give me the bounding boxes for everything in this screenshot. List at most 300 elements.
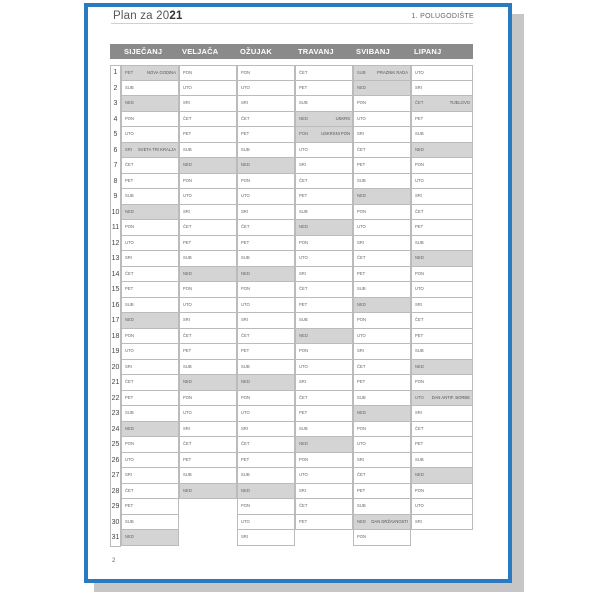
weekday-label: PET: [241, 239, 250, 245]
day-cell[interactable]: [180, 282, 236, 298]
weekday-label: PET: [415, 224, 424, 229]
day-cell[interactable]: [122, 158, 178, 174]
day-cell[interactable]: [122, 205, 178, 221]
weekday-label: SUB: [299, 208, 308, 214]
day-cell[interactable]: [180, 391, 236, 407]
day-cell[interactable]: [238, 453, 294, 469]
day-cell[interactable]: [296, 81, 352, 97]
weekday-label: UTO: [183, 84, 192, 90]
day-cell[interactable]: [296, 313, 352, 329]
weekday-label: UTO: [415, 503, 424, 508]
day-cell[interactable]: [354, 375, 410, 391]
day-cell[interactable]: [180, 437, 236, 453]
day-cell[interactable]: [180, 112, 236, 128]
day-cell[interactable]: [180, 468, 236, 484]
day-cell[interactable]: [296, 468, 352, 484]
weekday-label: ČET: [183, 332, 192, 338]
day-cell[interactable]: [122, 515, 178, 531]
weekday-label: PET: [299, 84, 308, 90]
weekday-label: UTO: [357, 441, 366, 446]
day-number: 8: [113, 177, 118, 185]
day-cell[interactable]: [122, 344, 178, 360]
day-cell[interactable]: [354, 65, 410, 81]
weekday-label: SUB: [183, 363, 192, 369]
day-cell[interactable]: [354, 205, 410, 221]
day-cell[interactable]: [296, 220, 352, 236]
day-number: 24: [111, 425, 120, 433]
day-cell[interactable]: [412, 468, 472, 484]
day-cell[interactable]: [354, 158, 410, 174]
day-cell[interactable]: [296, 453, 352, 469]
day-cell[interactable]: [180, 484, 236, 500]
day-cell[interactable]: [180, 329, 236, 345]
weekday-label: UTO: [357, 115, 366, 121]
weekday-label: ČET: [415, 425, 424, 431]
day-cell[interactable]: [238, 189, 294, 205]
day-cell[interactable]: [122, 143, 178, 159]
day-cell[interactable]: [354, 236, 410, 252]
day-cell[interactable]: [354, 422, 410, 438]
weekday-label: PET: [415, 441, 424, 446]
day-cell[interactable]: [412, 406, 472, 422]
weekday-label: PET: [125, 70, 134, 75]
weekday-label: PON: [125, 115, 135, 121]
day-cell[interactable]: [238, 112, 294, 128]
day-cell[interactable]: [180, 220, 236, 236]
day-cell[interactable]: [296, 96, 352, 112]
day-cell[interactable]: [354, 391, 410, 407]
day-cell[interactable]: [122, 484, 178, 500]
day-cell[interactable]: [238, 158, 294, 174]
weekday-label: SUB: [241, 146, 250, 152]
day-cell[interactable]: [354, 468, 410, 484]
day-cell[interactable]: [180, 267, 236, 283]
weekday-label: ČET: [241, 224, 250, 229]
day-cell[interactable]: [122, 112, 178, 128]
day-cell[interactable]: [122, 267, 178, 283]
day-cell[interactable]: [238, 499, 294, 515]
day-cell[interactable]: [180, 298, 236, 314]
day-cell[interactable]: [412, 422, 472, 438]
day-cell[interactable]: [296, 174, 352, 190]
weekday-label: PON: [415, 487, 425, 493]
day-cell[interactable]: [122, 422, 178, 438]
weekday-label: NED: [125, 100, 134, 105]
day-cell[interactable]: [412, 174, 472, 190]
weekday-label: PET: [357, 487, 366, 493]
day-cell[interactable]: [296, 375, 352, 391]
day-cell[interactable]: [122, 282, 178, 298]
day-cell[interactable]: [238, 360, 294, 376]
day-cell[interactable]: [296, 65, 352, 81]
weekday-label: SRI: [357, 131, 364, 136]
weekday-label: PET: [241, 348, 250, 353]
day-number: 25: [111, 441, 120, 448]
weekday-label: PET: [183, 456, 192, 462]
day-cell[interactable]: [238, 96, 294, 112]
holiday-label: TIJELOVO: [449, 100, 470, 105]
day-cell[interactable]: [122, 499, 178, 515]
weekday-label: UTO: [125, 348, 134, 353]
day-number: 3: [113, 100, 118, 107]
weekday-label: SUB: [183, 472, 192, 477]
day-cell[interactable]: [180, 174, 236, 190]
day-cell[interactable]: [296, 499, 352, 515]
day-cell[interactable]: [354, 530, 410, 546]
day-cell[interactable]: [412, 282, 472, 298]
day-cell[interactable]: [122, 189, 178, 205]
weekday-label: ČET: [357, 255, 366, 260]
page-number: 2: [112, 558, 116, 564]
day-cell[interactable]: [122, 313, 178, 329]
day-number: 13: [111, 255, 120, 262]
month-name: OŽUJAK: [240, 47, 273, 56]
weekday-label: SRI: [241, 100, 248, 105]
day-cell[interactable]: [412, 81, 472, 97]
day-cell[interactable]: [180, 205, 236, 221]
weekday-label: PON: [357, 425, 367, 431]
weekday-label: UTO: [183, 410, 192, 415]
weekday-label: ČET: [299, 503, 308, 508]
day-cell[interactable]: [412, 220, 472, 236]
day-number: 21: [111, 379, 120, 386]
weekday-label: PET: [357, 379, 366, 384]
weekday-label: NED: [125, 425, 134, 431]
weekday-label: NED: [357, 301, 366, 307]
day-number: 6: [113, 146, 118, 154]
day-cell[interactable]: [296, 360, 352, 376]
day-cell[interactable]: [354, 298, 410, 314]
day-cell[interactable]: [296, 437, 352, 453]
day-cell[interactable]: [296, 158, 352, 174]
weekday-label: PET: [299, 301, 308, 307]
weekday-label: NED: [183, 487, 192, 493]
day-cell[interactable]: [412, 499, 472, 515]
weekday-label: SRI: [357, 348, 364, 353]
day-cell[interactable]: [412, 127, 472, 143]
weekday-label: ČET: [299, 286, 308, 291]
weekday-label: PET: [415, 332, 424, 338]
day-cell[interactable]: [296, 189, 352, 205]
day-cell[interactable]: [354, 267, 410, 283]
weekday-label: PET: [125, 503, 134, 508]
day-cell[interactable]: [122, 329, 178, 345]
day-cell[interactable]: [238, 406, 294, 422]
day-cell[interactable]: [354, 127, 410, 143]
weekday-label: SUB: [125, 301, 134, 307]
day-cell[interactable]: [354, 282, 410, 298]
day-cell[interactable]: [412, 515, 472, 531]
day-cell[interactable]: [122, 530, 178, 546]
day-cell[interactable]: [238, 282, 294, 298]
day-cell[interactable]: [412, 65, 472, 81]
day-cell[interactable]: [122, 391, 178, 407]
weekday-label: NED: [415, 146, 424, 152]
day-cell[interactable]: [296, 298, 352, 314]
weekday-label: SUB: [125, 518, 134, 524]
weekday-label: SUB: [415, 456, 424, 462]
weekday-label: PON: [415, 379, 425, 384]
day-cell[interactable]: [238, 81, 294, 97]
day-cell[interactable]: [412, 267, 472, 283]
weekday-label: SRI: [299, 162, 306, 167]
day-cell[interactable]: [122, 220, 178, 236]
day-cell[interactable]: [122, 406, 178, 422]
day-cell[interactable]: [412, 453, 472, 469]
day-cell[interactable]: [122, 127, 178, 143]
day-cell[interactable]: [354, 360, 410, 376]
day-cell[interactable]: [296, 484, 352, 500]
title-divider: [111, 23, 473, 24]
day-cell[interactable]: [412, 375, 472, 391]
weekday-label: ČET: [125, 162, 134, 167]
weekday-label: ČET: [183, 441, 192, 446]
day-cell[interactable]: [354, 499, 410, 515]
weekday-label: ČET: [299, 394, 308, 400]
day-cell[interactable]: [238, 437, 294, 453]
day-cell[interactable]: [296, 282, 352, 298]
day-cell[interactable]: [238, 127, 294, 143]
weekday-label: PON: [299, 239, 309, 245]
day-cell[interactable]: [180, 127, 236, 143]
weekday-label: PON: [241, 70, 251, 75]
month-column: [295, 65, 353, 530]
day-number: 11: [111, 224, 120, 231]
day-cell[interactable]: [354, 143, 410, 159]
weekday-label: SRI: [241, 534, 248, 539]
day-cell[interactable]: [296, 422, 352, 438]
day-cell[interactable]: [180, 251, 236, 267]
day-cell[interactable]: [412, 189, 472, 205]
day-cell[interactable]: [354, 313, 410, 329]
day-cell[interactable]: [296, 127, 352, 143]
day-number: 27: [111, 472, 120, 479]
weekday-label: PET: [183, 348, 192, 353]
day-cell[interactable]: [180, 143, 236, 159]
day-cell[interactable]: [354, 81, 410, 97]
day-cell[interactable]: [412, 391, 472, 407]
day-cell[interactable]: [238, 65, 294, 81]
day-cell[interactable]: [412, 236, 472, 252]
day-cell[interactable]: [238, 236, 294, 252]
day-cell[interactable]: [354, 96, 410, 112]
day-cell[interactable]: [122, 453, 178, 469]
day-cell[interactable]: [122, 236, 178, 252]
day-cell[interactable]: [238, 143, 294, 159]
day-cell[interactable]: [354, 251, 410, 267]
half-year-label: 1. POLUGODIŠTE: [411, 13, 474, 20]
day-cell[interactable]: [296, 406, 352, 422]
day-cell[interactable]: [122, 360, 178, 376]
day-cell[interactable]: [180, 360, 236, 376]
weekday-label: ČET: [299, 70, 308, 75]
weekday-label: PON: [299, 131, 309, 136]
day-cell[interactable]: [122, 65, 178, 81]
weekday-label: SRI: [125, 363, 132, 369]
day-cell[interactable]: [238, 391, 294, 407]
day-number: 23: [111, 410, 120, 417]
weekday-label: SUB: [125, 410, 134, 415]
weekday-label: SUB: [357, 286, 366, 291]
day-cell[interactable]: [238, 267, 294, 283]
day-cell[interactable]: [412, 344, 472, 360]
day-cell[interactable]: [238, 329, 294, 345]
weekday-label: SUB: [357, 394, 366, 400]
day-cell[interactable]: [238, 174, 294, 190]
weekday-label: ČET: [415, 317, 424, 322]
day-cell[interactable]: [412, 298, 472, 314]
day-cell[interactable]: [412, 143, 472, 159]
weekday-label: SRI: [299, 487, 306, 493]
day-number: 22: [111, 394, 120, 402]
weekday-label: PON: [357, 317, 367, 322]
weekday-label: NED: [357, 410, 366, 415]
weekday-label: UTO: [125, 131, 134, 136]
day-cell[interactable]: [180, 422, 236, 438]
day-cell[interactable]: [180, 344, 236, 360]
day-cell[interactable]: [180, 158, 236, 174]
day-cell[interactable]: [354, 189, 410, 205]
day-cell[interactable]: [412, 251, 472, 267]
day-cell[interactable]: [122, 174, 178, 190]
day-cell[interactable]: [180, 313, 236, 329]
day-cell[interactable]: [296, 251, 352, 267]
day-number: 28: [111, 487, 120, 495]
day-cell[interactable]: [296, 329, 352, 345]
day-cell[interactable]: [296, 344, 352, 360]
day-cell[interactable]: [238, 468, 294, 484]
weekday-label: NED: [125, 317, 134, 322]
weekday-label: SRI: [415, 84, 422, 90]
day-cell[interactable]: [412, 437, 472, 453]
day-cell[interactable]: [412, 96, 472, 112]
day-cell[interactable]: [180, 375, 236, 391]
day-cell[interactable]: [122, 251, 178, 267]
weekday-label: NED: [299, 441, 308, 446]
weekday-label: ČET: [415, 208, 424, 214]
day-number: 4: [113, 115, 118, 123]
day-cell[interactable]: [238, 515, 294, 531]
weekday-label: PON: [241, 286, 251, 291]
day-cell[interactable]: [122, 81, 178, 97]
day-cell[interactable]: [354, 484, 410, 500]
day-cell[interactable]: [238, 422, 294, 438]
day-cell[interactable]: [238, 205, 294, 221]
day-cell[interactable]: [354, 437, 410, 453]
day-number: 19: [111, 348, 120, 355]
day-cell[interactable]: [238, 313, 294, 329]
weekday-label: ČET: [125, 379, 134, 384]
weekday-label: NED: [241, 162, 250, 167]
day-cell[interactable]: [296, 112, 352, 128]
day-cell[interactable]: [180, 96, 236, 112]
weekday-label: NED: [415, 363, 424, 369]
day-cell[interactable]: [180, 406, 236, 422]
weekday-label: PET: [125, 394, 134, 400]
day-cell[interactable]: [122, 96, 178, 112]
day-cell[interactable]: [354, 406, 410, 422]
day-cell[interactable]: [296, 391, 352, 407]
day-cell[interactable]: [296, 267, 352, 283]
weekday-label: SUB: [357, 177, 366, 183]
month-column: [353, 65, 411, 546]
weekday-label: SUB: [415, 239, 424, 245]
day-cell[interactable]: [412, 205, 472, 221]
day-cell[interactable]: [296, 515, 352, 531]
title-year: 21: [169, 10, 183, 22]
holiday-label: USKRSNI PON: [321, 131, 350, 136]
weekday-label: SUB: [415, 131, 424, 136]
weekday-label: PET: [125, 177, 134, 183]
day-cell[interactable]: [122, 375, 178, 391]
day-cell[interactable]: [412, 112, 472, 128]
day-cell[interactable]: [296, 205, 352, 221]
day-cell[interactable]: [180, 189, 236, 205]
day-cell[interactable]: [238, 530, 294, 546]
day-cell[interactable]: [412, 484, 472, 500]
day-cell[interactable]: [238, 484, 294, 500]
weekday-label: PON: [183, 70, 193, 75]
day-cell[interactable]: [354, 515, 410, 531]
day-number: 17: [111, 317, 120, 324]
day-cell[interactable]: [122, 468, 178, 484]
weekday-label: UTO: [241, 410, 250, 415]
day-cell[interactable]: [296, 143, 352, 159]
weekday-label: SRI: [183, 425, 190, 431]
weekday-label: NED: [241, 270, 250, 276]
weekday-label: SRI: [299, 379, 306, 384]
weekday-label: UTO: [415, 394, 424, 400]
weekday-label: UTO: [241, 518, 250, 524]
day-cell[interactable]: [412, 158, 472, 174]
weekday-label: UTO: [183, 193, 192, 198]
day-cell[interactable]: [180, 236, 236, 252]
weekday-label: SRI: [299, 270, 306, 276]
day-cell[interactable]: [180, 453, 236, 469]
weekday-label: PON: [125, 224, 135, 229]
day-cell[interactable]: [412, 313, 472, 329]
day-cell[interactable]: [238, 251, 294, 267]
day-cell[interactable]: [180, 81, 236, 97]
day-cell[interactable]: [354, 174, 410, 190]
weekday-label: PON: [183, 394, 193, 400]
weekday-label: ČET: [125, 487, 134, 493]
day-cell[interactable]: [238, 375, 294, 391]
day-cell[interactable]: [354, 453, 410, 469]
day-cell[interactable]: [296, 236, 352, 252]
day-cell[interactable]: [354, 112, 410, 128]
day-cell[interactable]: [238, 298, 294, 314]
day-cell[interactable]: [412, 329, 472, 345]
day-cell[interactable]: [238, 344, 294, 360]
day-cell[interactable]: [354, 329, 410, 345]
weekday-label: PET: [183, 239, 192, 245]
day-cell[interactable]: [122, 437, 178, 453]
day-number: 1: [113, 69, 118, 76]
day-cell[interactable]: [122, 298, 178, 314]
day-cell[interactable]: [354, 220, 410, 236]
day-cell[interactable]: [354, 344, 410, 360]
weekday-label: PET: [357, 270, 366, 276]
title-prefix: Plan za 20: [113, 10, 170, 22]
day-cell[interactable]: [238, 220, 294, 236]
day-cell[interactable]: [412, 360, 472, 376]
day-cell[interactable]: [180, 65, 236, 81]
weekday-label: PET: [125, 286, 134, 291]
weekday-label: PET: [241, 131, 250, 136]
page-title: [113, 10, 183, 22]
day-number: 18: [111, 332, 120, 340]
